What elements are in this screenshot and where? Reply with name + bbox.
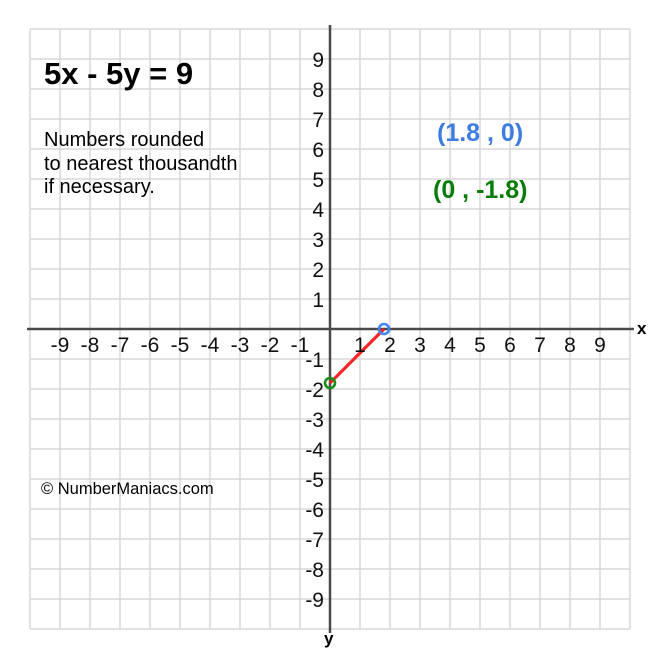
x-tick-label: -7 [110,334,130,357]
x-tick-label: 4 [444,334,456,357]
note-line-3: if necessary. [44,176,155,198]
y-tick-label: 3 [312,229,324,252]
x-axis-label: x [637,319,647,338]
note-line-1: Numbers rounded [44,129,205,151]
y-tick-label: 4 [312,199,324,222]
y-tick-label: 1 [312,289,324,312]
y-tick-label: -6 [305,499,324,522]
y-tick-label: 2 [312,259,324,282]
x-tick-label: -2 [260,334,280,357]
x-tick-label: -1 [290,334,310,357]
y-tick-label: 5 [312,169,324,192]
x-tick-label: -3 [230,334,250,357]
x-tick-label: 7 [534,334,546,357]
x-tick-label: -5 [170,334,190,357]
watermark: © NumberManiacs.com [41,480,214,498]
y-axis-label: y [324,629,334,648]
y-tick-label: -4 [305,439,324,462]
x-intercept-label: (1.8 , 0) [437,119,524,147]
x-tick-label: -9 [50,334,70,357]
y-tick-label: -5 [305,469,324,492]
note-line-2: to nearest thousandth [44,152,238,175]
x-tick-label: 6 [504,334,516,357]
y-tick-label: -7 [305,529,324,552]
x-tick-label: -6 [140,334,160,357]
y-tick-label: -2 [305,379,324,402]
x-tick-label: 1 [354,334,366,357]
x-tick-label: -4 [200,334,220,357]
y-tick-label: -8 [305,559,324,582]
x-tick-label: -8 [80,334,100,357]
x-tick-label: 2 [384,334,396,357]
y-tick-label: 6 [312,139,324,162]
rounding-note [44,129,237,200]
y-tick-label: -3 [305,409,324,432]
x-tick-label: 3 [414,334,426,357]
x-tick-label: 8 [564,334,576,357]
y-tick-label: -9 [305,589,324,612]
y-tick-label: -1 [305,349,324,372]
y-intercept-label: (0 , -1.8) [433,176,528,204]
x-tick-label: 9 [594,334,606,357]
equation-title: 5x - 5y = 9 [44,56,194,91]
y-tick-label: 8 [312,79,324,102]
y-tick-label: 7 [312,109,324,132]
x-tick-label: 5 [474,334,486,357]
y-tick-label: 9 [312,49,324,72]
